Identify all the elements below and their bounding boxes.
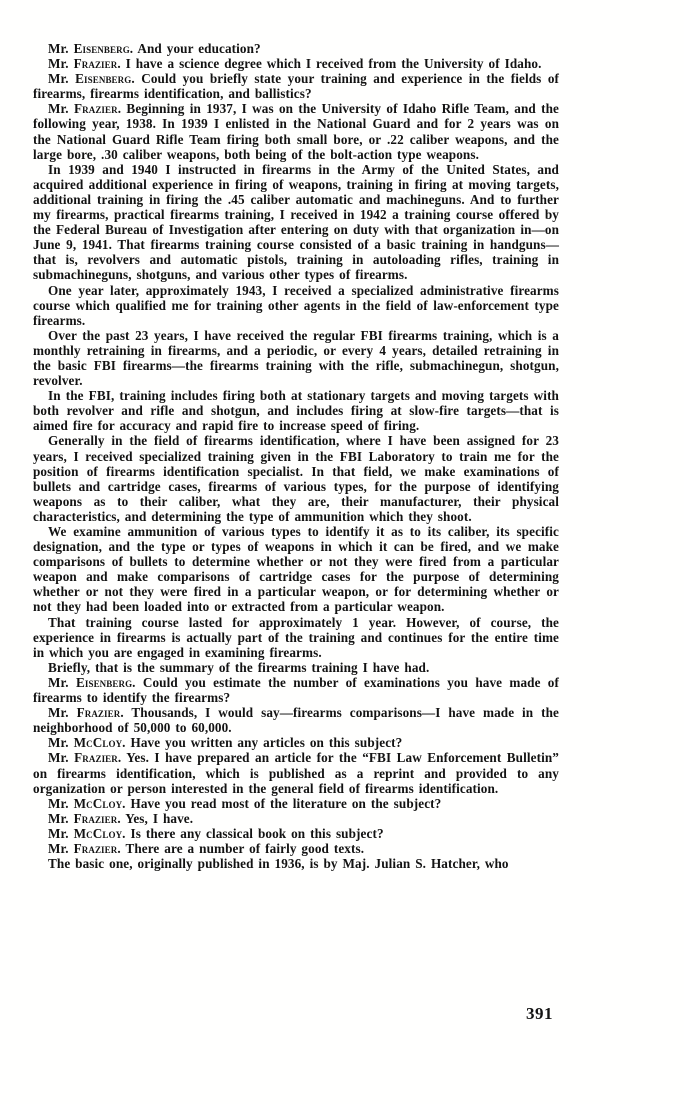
paragraph-text: In the FBI, training includes firing both at stationary targets and moving targets with both revolver and rifle and shotgun, and includes firing at slow-fire targets—that is aimed fire for accuracy and rapid fire to increase speed of firing.: [33, 388, 559, 434]
page-number: 391: [526, 1004, 553, 1023]
paragraph-text: We examine ammunition of various types to identify it as to its caliber, its specific designation, and the type or types of weapons in which it can be fired, and we make comparisons of bullets to determine whether or not they were fired from a particular weapon and make comparisons of cartridge cases for the purpose of determining whether or not they were fired in a particular weapon, or for determining whether or not they had been loaded into or extracted from a particular weapon.: [33, 524, 559, 615]
paragraph-text: Beginning in 1937, I was on the University of Idaho Rifle Team, and the following year, 1938. In 1939 I enlisted in the National Guard and for 2 years was on the National Guard Rifle Team firing both small bore, or .22 caliber weapons, and the large bore, .30 caliber weapons, both being of the bolt-action type weapons.: [33, 101, 560, 162]
paragraph-text: Over the past 23 years, I have received the regular FBI firearms training, which is a monthly retraining in firearms, and a periodic, or every 4 years, detailed retraining in the basic FBI firearms—the firearms training with the rifle, submachinegun, shotgun, revolver.: [33, 327, 559, 389]
paragraph-text: That training course lasted for approximately 1 year. However, of course, the experience in firearms is actually part of the training and continues for the entire time in which you are engaged in examining firearms.: [33, 614, 559, 660]
speaker-name: Frazier.: [73, 101, 122, 117]
transcript-paragraph: [33, 101, 559, 161]
paragraph-text: Have you written any articles on this subject?: [130, 735, 403, 751]
transcript-paragraph: [33, 796, 559, 811]
paragraph-text: The basic one, originally published in 1936, is by Maj. Julian S. Hatcher, who: [48, 856, 509, 872]
speaker-name: Frazier.: [73, 840, 121, 856]
paragraph-text: Generally in the field of firearms identification, where I have been assigned for 23 years, I received specialized training given in the FBI Laboratory to train me for the position of firearms identification specialist. In that field, we make examinations of bullets and cartridge cases, firearms of various types, for the purpose of identifying weapons as to their caliber, what they are, their manufacturer, their physical characteristics, and determining the type of ammunition which they shoot.: [33, 433, 559, 524]
transcript-paragraph: [33, 735, 559, 750]
transcript-paragraph: [33, 750, 559, 795]
transcript-paragraph: [33, 41, 559, 56]
paragraph-text: Thousands, I would say—firearms comparisons—I have made in the neighborhood of 50,000 to 60,000.: [33, 705, 559, 736]
paragraph-text: One year later, approximately 1943, I received a specialized administrative firearms course which qualified me for training other agents in the field of law-enforcement type firearms.: [33, 282, 559, 328]
speaker-prefix: Mr.: [48, 735, 69, 751]
transcript-paragraph: [33, 433, 559, 524]
speaker-name: McCloy.: [73, 825, 126, 841]
speaker-name: Eisenberg.: [75, 71, 135, 87]
transcript-paragraph: [33, 283, 559, 328]
speaker-prefix: Mr.: [48, 840, 69, 856]
speaker-prefix: Mr.: [48, 674, 69, 690]
transcript-paragraph: [33, 615, 559, 660]
transcript-paragraph: [33, 660, 559, 675]
transcript-paragraph: [33, 162, 559, 283]
speaker-prefix: Mr.: [48, 795, 69, 811]
transcript-paragraph: [33, 705, 559, 735]
paragraph-text: Could you briefly state your training and experience in the fields of firearms, firearms identification, and ballistics?: [33, 71, 560, 102]
paragraph-text: Yes, I have.: [125, 810, 194, 826]
transcript-text-block: [33, 41, 559, 871]
paragraph-text: There are a number of fairly good texts.: [125, 840, 365, 856]
speaker-name: McCloy.: [73, 735, 126, 751]
transcript-paragraph: [33, 811, 559, 826]
speaker-prefix: Mr.: [48, 41, 69, 56]
speaker-prefix: Mr.: [48, 705, 69, 721]
paragraph-text: Is there any classical book on this subject?: [130, 825, 384, 841]
speaker-prefix: Mr.: [48, 825, 69, 841]
transcript-paragraph: [33, 71, 559, 101]
paragraph-text: I have a science degree which I received from the University of Idaho.: [125, 56, 542, 72]
transcript-paragraph: [33, 328, 559, 388]
paragraph-text: Have you read most of the literature on the subject?: [130, 795, 442, 811]
paragraph-text: In 1939 and 1940 I instructed in firearms in the Army of the United States, and acquired additional experience in firing of weapons, training in firing at moving targets, additional training in firing the .45 caliber automatic and machineguns. And to further my firearms, practical firearms training, I received in 1942 a training course offered by the Federal Bureau of Investigation after entering on duty with that organization in—on June 9, 1941. That firearms training course consisted of a basic training in handguns—that is, revolvers and automatic pistols, training in autoloading rifles, training in submachineguns, shotguns, and various other types of firearms.: [33, 161, 559, 283]
transcript-paragraph: [33, 56, 559, 71]
paragraph-text: Briefly, that is the summary of the firearms training I have had.: [48, 659, 430, 675]
transcript-paragraph: [33, 826, 559, 841]
transcript-paragraph: [33, 524, 559, 615]
speaker-name: Frazier.: [73, 810, 121, 826]
paragraph-text: And your education?: [137, 41, 261, 56]
speaker-prefix: Mr.: [48, 101, 69, 117]
transcript-paragraph: [33, 856, 559, 871]
paragraph-text: Yes. I have prepared an article for the “FBI Law Enforcement Bulletin” on firearms identification, which is published as a reprint and provided to any organization or person interested in the general field of firearms identification.: [33, 750, 559, 796]
speaker-name: Frazier.: [73, 56, 121, 72]
paragraph-text: Could you estimate the number of examinations you have made of firearms to identify the firearms?: [33, 674, 559, 706]
speaker-name: Eisenberg.: [73, 41, 134, 56]
speaker-prefix: Mr.: [48, 71, 69, 87]
speaker-prefix: Mr.: [48, 810, 69, 826]
transcript-paragraph: [33, 388, 559, 433]
speaker-name: Eisenberg.: [75, 674, 136, 690]
speaker-prefix: Mr.: [48, 750, 69, 766]
transcript-paragraph: [33, 841, 559, 856]
transcript-paragraph: [33, 675, 559, 705]
speaker-prefix: Mr.: [48, 56, 69, 72]
speaker-name: McCloy.: [73, 795, 126, 811]
speaker-name: Frazier.: [76, 705, 124, 721]
speaker-name: Frazier.: [74, 750, 122, 766]
